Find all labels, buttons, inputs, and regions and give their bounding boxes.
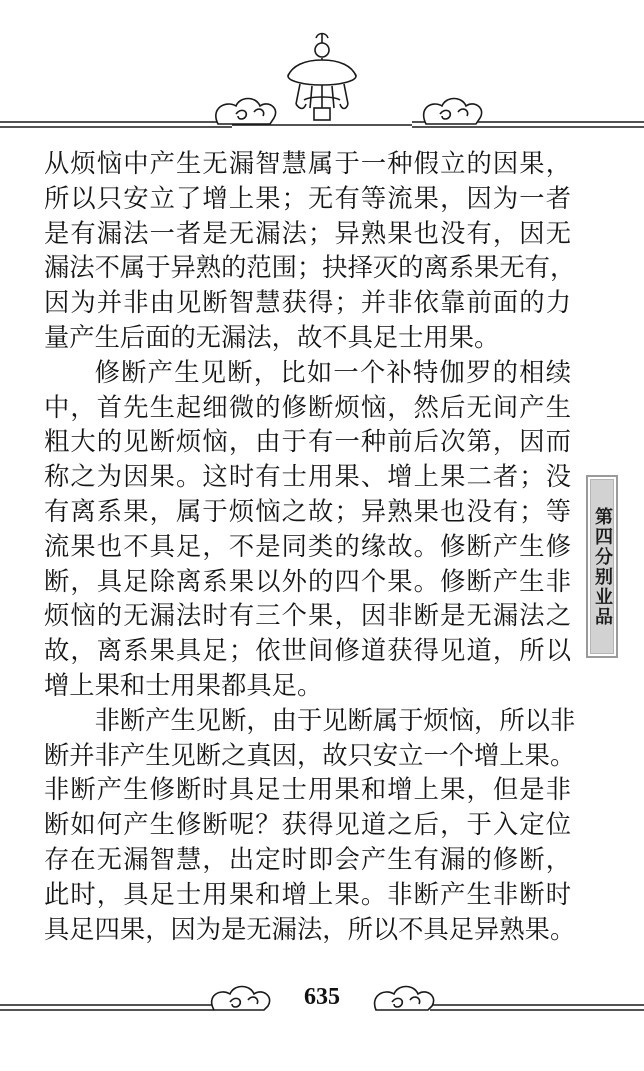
footer-right-cloud-icon <box>375 987 434 1011</box>
text-line: 流果也不具足，不是同类的缘故。修断产生修 <box>44 531 571 561</box>
text-line: 量产生后面的无漏法，故不具足士用果。 <box>44 322 500 352</box>
text-line: 存在无漏智慧，出定时即会产生有漏的修断， <box>44 844 571 874</box>
text-line: 增上果和士用果都具足。 <box>44 670 323 700</box>
chapter-side-tab-label: 第四分别业品 <box>592 506 613 627</box>
text-line: 粗大的见断烦恼，由于有一种前后次第，因而 <box>44 427 571 457</box>
page-number: 635 <box>304 984 340 1010</box>
paragraph-3 <box>44 704 576 948</box>
right-cloud-icon <box>424 99 482 125</box>
text-line: 断如何产生修断呢？获得见道之后，于入定位 <box>44 810 571 840</box>
text-line: 断，具足除离系果以外的四个果。修断产生非 <box>44 566 571 596</box>
text-line: 从烦恼中产生无漏智慧属于一种假立的因果， <box>44 149 571 178</box>
chapter-side-tab <box>586 475 618 658</box>
paragraph-2 <box>44 356 571 704</box>
text-line: 非断产生修断时具足士用果和增上果，但是非 <box>44 775 571 805</box>
text-line: 称之为因果。这时有士用果、增上果二者；没 <box>44 462 571 492</box>
text-line: 非断产生见断，由于见断属于烦恼，所以非 <box>94 705 576 735</box>
text-line: 具足四果，因为是无漏法，所以不具足异熟果。 <box>44 914 576 944</box>
body-text <box>44 147 576 947</box>
text-line: 中，首先生起细微的修断烦恼，然后无间产生 <box>44 392 571 422</box>
text-line: 此时，具足士用果和增上果。非断产生非断时 <box>44 879 571 909</box>
text-line: 漏法不属于异熟的范围；抉择灭的离系果无有， <box>44 253 576 283</box>
text-line: 烦恼的无漏法时有三个果，因非断是无漏法之 <box>44 601 571 631</box>
text-line: 故，离系果具足；依世间修道获得见道，所以 <box>44 636 571 666</box>
text-line: 断并非产生见断之真因，故只安立一个增上果。 <box>44 740 576 770</box>
canopy-emblem-icon <box>288 34 356 121</box>
paragraph-1 <box>44 147 576 356</box>
text-line: 因为并非由见断智慧获得；并非依靠前面的力 <box>44 288 571 318</box>
footer-left-cloud-icon <box>212 987 270 1011</box>
left-cloud-icon <box>216 99 276 125</box>
text-line: 修断产生见断，比如一个补特伽罗的相续 <box>94 357 571 387</box>
text-line: 是有漏法一者是无漏法；异熟果也没有，因无 <box>44 218 571 248</box>
text-line: 所以只安立了增上果；无有等流果，因为一者 <box>44 183 571 213</box>
header-ornament <box>0 0 644 135</box>
text-line: 有离系果，属于烦恼之故；异熟果也没有；等 <box>44 496 571 526</box>
